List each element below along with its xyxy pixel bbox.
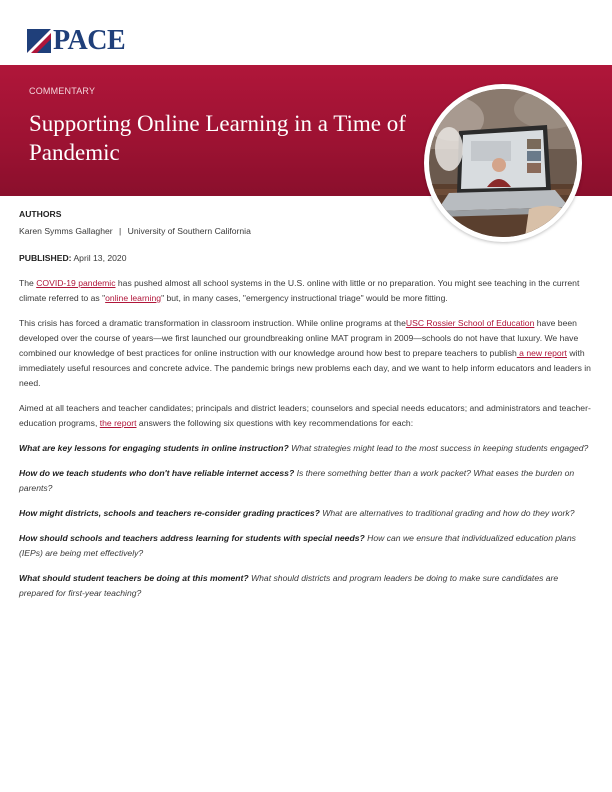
new-report-link[interactable]: a new report [516,348,567,358]
author-name[interactable]: Karen Symms Gallagher [19,226,113,236]
author-line [19,224,593,239]
question-detail: How can we ensure that individualized education plans (IEPs) are being met effectively? [19,533,576,558]
paragraph-text: " but, in many cases, "emergency instructional triage" would be more fitting. [161,293,448,303]
authors-heading: AUTHORS [19,209,62,219]
author-separator: | [119,226,122,236]
paragraph-3 [19,401,593,431]
question-heading: What should student teachers be doing at this moment? [19,573,249,583]
paragraph-text: has pushed almost all school systems in the U.S. online with little or no preparation. You might see teaching in the current climate referred to as " [19,278,580,303]
question-detail: What strategies might lead to the most success in keeping students engaged? [288,443,589,453]
online-learning-link[interactable]: online learning [105,293,162,303]
paragraph-2 [19,316,593,391]
paragraph-text: answers the following six questions with key recommendations for each: [136,418,414,428]
paragraph-text: Aimed at all teachers and teacher candidates; principals and district leaders; counselors and special needs educators; and administrators and teacher-education programs, [19,403,591,428]
question-item [19,441,593,456]
paragraph-text: with immediately useful resources and concrete advice. The pandemic brings new problems each day, and we want to help inform educators and leaders in need. [19,348,591,388]
usc-rossier-link[interactable]: USC Rossier School of Education [405,318,535,328]
question-heading: What are key lessons for engaging students in online instruction? [19,443,289,453]
paragraph-text: The [19,278,37,288]
paragraph-text: have been developed over the course of years—we first launched our groundbreaking online MAT program in 2009—schools do not have that luxury. We have combined our knowledge of best practices for online instruction with our knowledge around how best to prepare teachers to publish [19,318,579,358]
pace-logo-mark [27,29,51,53]
question-item [19,531,593,561]
article-kicker: COMMENTARY [29,86,96,96]
pace-logo[interactable] [27,25,126,56]
question-item [19,506,593,521]
question-item [19,466,593,496]
published-line [19,251,593,266]
published-label: PUBLISHED: [19,253,72,263]
question-item [19,571,593,601]
pace-logo-text: PACE [53,25,126,56]
article-title: Supporting Online Learning in a Time of Pandemic [29,111,406,165]
article-body [19,207,593,611]
the-report-link[interactable]: the report [99,418,137,428]
paragraph-1 [19,276,593,306]
question-heading: How do we teach students who don't have reliable internet access? [19,468,295,478]
author-affiliation: University of Southern California [127,226,251,236]
question-detail: Is there something better than a work packet? What eases the burden on parents? [19,468,575,493]
covid-pandemic-link[interactable]: COVID-19 pandemic [36,278,116,288]
question-detail: What are alternatives to traditional grading and how do they work? [319,508,575,518]
question-heading: How might districts, schools and teachers re-consider grading practices? [19,508,320,518]
question-heading: How should schools and teachers address learning for students with special needs? [19,533,365,543]
published-date: April 13, 2020 [73,253,127,263]
paragraph-text: This crisis has forced a dramatic transformation in classroom instruction. While online programs at the [19,318,406,328]
question-detail: What should districts and program leaders be doing to make sure candidates are prepared for first-year teaching? [19,573,559,598]
